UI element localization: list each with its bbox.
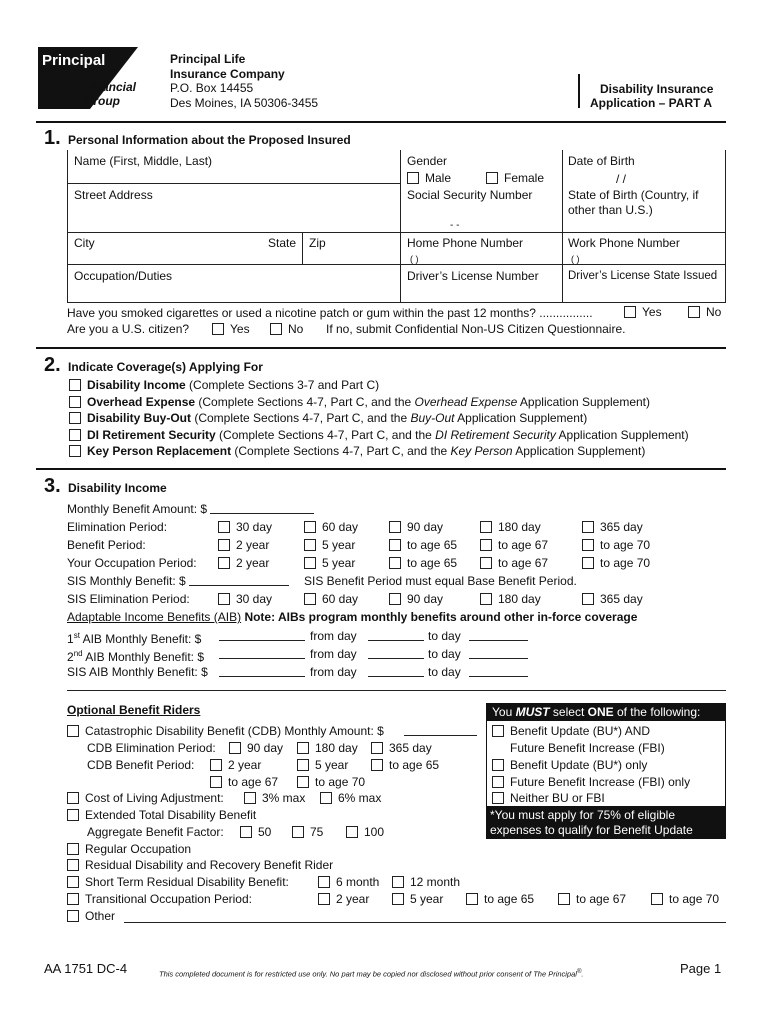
female-checkbox[interactable]	[486, 172, 498, 184]
aib-2-row: 2nd AIB Monthly Benefit: $	[67, 649, 204, 664]
transitional-67[interactable]: to age 67	[558, 892, 626, 906]
elimination-period-label: Elimination Period:	[67, 520, 168, 534]
coverage-retirement-security[interactable]: DI Retirement Security (Complete Sections 4-7, Part C, and the DI Retirement Security Application Supplement)	[69, 428, 689, 442]
benefit-70[interactable]: to age 70	[582, 538, 650, 552]
elim-30-checkbox[interactable]	[218, 521, 230, 533]
citizen-note: If no, submit Confidential Non-US Citizen Questionnaire.	[326, 322, 626, 336]
cdb-benefit-5yr[interactable]: 5 year	[297, 758, 348, 772]
transitional-70[interactable]: to age 70	[651, 892, 719, 906]
cdb-benefit-70-checkbox[interactable]	[297, 776, 309, 788]
section-3-number: 3.	[44, 475, 61, 497]
city-label: City	[74, 236, 95, 250]
short-term-checkbox[interactable]	[67, 876, 79, 888]
sis-elim-60-checkbox[interactable]	[304, 593, 316, 605]
divider	[67, 690, 726, 691]
benefit-65-checkbox[interactable]	[389, 539, 401, 551]
cola-6-checkbox[interactable]	[320, 792, 332, 804]
rider-cola[interactable]: Cost of Living Adjustment:	[67, 791, 224, 805]
rider-other[interactable]: Other	[67, 909, 115, 923]
sis-elim-90[interactable]: 90 day	[389, 592, 443, 606]
occ-2yr[interactable]: 2 year	[218, 556, 269, 570]
must-note-2: expenses to qualify for Benefit Update	[490, 823, 693, 837]
street-label: Street Address	[74, 188, 153, 202]
grid-line	[562, 150, 563, 303]
elim-365-checkbox[interactable]	[582, 521, 594, 533]
transitional-2yr[interactable]: 2 year	[318, 892, 369, 906]
sis-aib-row: SIS AIB Monthly Benefit: $	[67, 665, 208, 679]
state-label: State	[268, 236, 297, 250]
name-label: Name (First, Middle, Last)	[74, 154, 213, 168]
cdb-elim-365[interactable]: 365 day	[371, 741, 432, 755]
cdb-elim-180-checkbox[interactable]	[297, 742, 309, 754]
benefit-2yr[interactable]: 2 year	[218, 538, 269, 552]
occ-65[interactable]: to age 65	[389, 556, 457, 570]
state-of-birth-label: State of Birth (Country, if	[568, 188, 699, 202]
must-bu-and-fbi[interactable]: Benefit Update (BU*) AND	[492, 724, 650, 738]
company-name: Principal Life	[170, 52, 246, 66]
coverage-checkbox[interactable]	[69, 396, 81, 408]
cola-checkbox[interactable]	[67, 792, 79, 804]
short-term-12[interactable]: 12 month	[392, 875, 460, 889]
transitional-checkbox[interactable]	[67, 893, 79, 905]
sis-monthly-label: SIS Monthly Benefit: $	[67, 574, 289, 588]
cdb-amount-field[interactable]	[404, 724, 477, 736]
residual-checkbox[interactable]	[67, 859, 79, 871]
sis-elim-180-checkbox[interactable]	[480, 593, 492, 605]
aib-1-from-field[interactable]	[368, 629, 424, 641]
title-divider	[578, 74, 580, 108]
logo-tagline-1: Financial	[84, 80, 137, 94]
elim-90-checkbox[interactable]	[389, 521, 401, 533]
occupation-label: Occupation/Duties	[74, 269, 173, 283]
short-term-6[interactable]: 6 month	[318, 875, 379, 889]
monthly-benefit-field[interactable]	[210, 502, 314, 514]
cdb-checkbox[interactable]	[67, 725, 79, 737]
footer-disclaimer: This completed document is for restricted use only. No part may be copied nor disclosed without prior consent of The Principal®.	[159, 969, 584, 979]
aib-2-amount-field[interactable]	[219, 647, 305, 659]
occ-65-checkbox[interactable]	[389, 557, 401, 569]
cdb-elim-90[interactable]: 90 day	[229, 741, 283, 755]
citizen-yes-checkbox[interactable]	[212, 323, 224, 335]
must-select-heading: You MUST select ONE of the following:	[492, 705, 701, 719]
coverage-checkbox[interactable]	[69, 429, 81, 441]
cdb-benefit-label: CDB Benefit Period:	[87, 758, 195, 772]
cdb-elim-365-checkbox[interactable]	[371, 742, 383, 754]
address-line-1: P.O. Box 14455	[170, 81, 254, 95]
cdb-benefit-2yr[interactable]: 2 year	[210, 758, 261, 772]
drivers-license-state-label: Driver’s License State Issued	[568, 270, 718, 282]
section-1-title: Personal Information about the Proposed Insured	[68, 133, 351, 147]
aib-1-to-label: to day	[428, 629, 461, 643]
sis-elimination-label: SIS Elimination Period:	[67, 592, 190, 606]
must-bu-and-fbi-2: Future Benefit Increase (FBI)	[510, 741, 665, 755]
short-term-6-checkbox[interactable]	[318, 876, 330, 888]
sis-elim-180[interactable]: 180 day	[480, 592, 541, 606]
benefit-2yr-checkbox[interactable]	[218, 539, 230, 551]
coverage-checkbox[interactable]	[69, 412, 81, 424]
divider	[36, 468, 726, 470]
grid-line	[67, 183, 401, 184]
aib-2-to-field[interactable]	[469, 647, 528, 659]
transitional-2yr-checkbox[interactable]	[318, 893, 330, 905]
divider	[36, 121, 726, 123]
cola-3-checkbox[interactable]	[244, 792, 256, 804]
cdb-benefit-70[interactable]: to age 70	[297, 775, 365, 789]
grid-line	[302, 232, 303, 264]
work-phone-label: Work Phone Number	[568, 236, 680, 250]
gender-label: Gender	[407, 154, 448, 168]
cdb-benefit-67[interactable]: to age 67	[210, 775, 278, 789]
sis-aib-amount-field[interactable]	[219, 665, 305, 677]
occ-2yr-checkbox[interactable]	[218, 557, 230, 569]
elim-60-checkbox[interactable]	[304, 521, 316, 533]
citizen-yes[interactable]: Yes	[212, 322, 250, 336]
sis-aib-to-field[interactable]	[469, 665, 528, 677]
transitional-65[interactable]: to age 65	[466, 892, 534, 906]
elim-60[interactable]: 60 day	[304, 520, 358, 534]
benefit-period-label: Benefit Period:	[67, 538, 146, 552]
elim-180[interactable]: 180 day	[480, 520, 541, 534]
smoking-question: Have you smoked cigarettes or used a nicotine patch or gum within the past 12 months? ................	[67, 306, 593, 320]
grid-line	[400, 150, 401, 303]
cola-6[interactable]: 6% max	[320, 791, 381, 805]
must-fbi-only[interactable]: Future Benefit Increase (FBI) only	[492, 775, 690, 789]
cdb-elim-180[interactable]: 180 day	[297, 741, 358, 755]
agg-50[interactable]: 50	[240, 825, 271, 839]
elim-30[interactable]: 30 day	[218, 520, 272, 534]
sis-aib-from-field[interactable]	[368, 665, 424, 677]
aib-1-row: 1st AIB Monthly Benefit: $	[67, 631, 202, 646]
cdb-benefit-65[interactable]: to age 65	[371, 758, 439, 772]
section-1-number: 1.	[44, 127, 61, 149]
fbi-only-checkbox[interactable]	[492, 776, 504, 788]
coverage-checkbox[interactable]	[69, 445, 81, 457]
neither-checkbox[interactable]	[492, 792, 504, 804]
smoking-no[interactable]: No	[688, 305, 721, 319]
logo-tagline-2: Group	[84, 94, 120, 108]
sis-aib-to-label: to day	[428, 665, 461, 679]
cdb-benefit-5yr-checkbox[interactable]	[297, 759, 309, 771]
transitional-67-checkbox[interactable]	[558, 893, 570, 905]
smoking-no-checkbox[interactable]	[688, 306, 700, 318]
cdb-benefit-67-checkbox[interactable]	[210, 776, 222, 788]
other-field[interactable]	[124, 922, 726, 923]
regular-occupation-checkbox[interactable]	[67, 843, 79, 855]
coverage-buy-out[interactable]: Disability Buy-Out (Complete Sections 4-7, Part C, and the Buy-Out Application Supplement)	[69, 411, 587, 425]
aib-1-from-label: from day	[310, 629, 357, 643]
sis-elim-90-checkbox[interactable]	[389, 593, 401, 605]
dob-separators: / /	[616, 172, 627, 186]
benefit-5yr[interactable]: 5 year	[304, 538, 355, 552]
section-2-number: 2.	[44, 354, 61, 376]
gender-male[interactable]: Male	[407, 171, 451, 185]
smoking-yes-checkbox[interactable]	[624, 306, 636, 318]
rider-residual[interactable]: Residual Disability and Recovery Benefit Rider	[67, 858, 333, 872]
sis-elim-365-checkbox[interactable]	[582, 593, 594, 605]
elim-90[interactable]: 90 day	[389, 520, 443, 534]
coverage-checkbox[interactable]	[69, 379, 81, 391]
address-line-2: Des Moines, IA 50306-3455	[170, 96, 319, 110]
transitional-70-checkbox[interactable]	[651, 893, 663, 905]
other-checkbox[interactable]	[67, 910, 79, 922]
coverage-key-person[interactable]: Key Person Replacement (Complete Sections 4-7, Part C, and the Key Person Application Supplement)	[69, 444, 645, 458]
sis-elim-30[interactable]: 30 day	[218, 592, 272, 606]
gender-female[interactable]: Female	[486, 171, 544, 185]
benefit-67[interactable]: to age 67	[480, 538, 548, 552]
rider-transitional[interactable]: Transitional Occupation Period:	[67, 892, 252, 906]
cdb-benefit-2yr-checkbox[interactable]	[210, 759, 222, 771]
short-term-12-checkbox[interactable]	[392, 876, 404, 888]
aib-2-from-label: from day	[310, 647, 357, 661]
aib-2-to-label: to day	[428, 647, 461, 661]
home-phone-paren: ( )	[410, 254, 419, 264]
ssn-separators: - -	[450, 220, 460, 231]
citizen-no[interactable]: No	[270, 322, 303, 336]
monthly-benefit-label: Monthly Benefit Amount: $	[67, 502, 314, 516]
rider-cdb[interactable]: Catastrophic Disability Benefit (CDB) Monthly Amount: $	[67, 724, 384, 738]
aib-2-from-field[interactable]	[368, 647, 424, 659]
male-checkbox[interactable]	[407, 172, 419, 184]
agg-label: Aggregate Benefit Factor:	[87, 825, 224, 839]
must-neither[interactable]: Neither BU or FBI	[492, 791, 605, 805]
grid-line	[67, 264, 726, 265]
section-2-title: Indicate Coverage(s) Applying For	[68, 360, 263, 374]
agg-75-checkbox[interactable]	[292, 826, 304, 838]
cdb-elim-label: CDB Elimination Period:	[87, 741, 216, 755]
citizen-no-checkbox[interactable]	[270, 323, 282, 335]
rider-etdb[interactable]: Extended Total Disability Benefit	[67, 808, 256, 822]
occ-5yr[interactable]: 5 year	[304, 556, 355, 570]
transitional-65-checkbox[interactable]	[466, 893, 478, 905]
benefit-67-checkbox[interactable]	[480, 539, 492, 551]
benefit-65[interactable]: to age 65	[389, 538, 457, 552]
elim-180-checkbox[interactable]	[480, 521, 492, 533]
company-name-2: Insurance Company	[170, 67, 285, 81]
cdb-benefit-65-checkbox[interactable]	[371, 759, 383, 771]
state-of-birth-label-2: other than U.S.)	[568, 203, 653, 217]
cdb-elim-90-checkbox[interactable]	[229, 742, 241, 754]
benefit-70-checkbox[interactable]	[582, 539, 594, 551]
must-note-1: *You must apply for 75% of eligible	[490, 808, 676, 822]
principal-logo	[38, 47, 138, 109]
divider	[36, 347, 726, 349]
rider-regular-occupation[interactable]: Regular Occupation	[67, 842, 191, 856]
agg-75[interactable]: 75	[292, 825, 323, 839]
aib-heading: Adaptable Income Benefits (AIB) Note: AIBs program monthly benefits around other in-force coverage	[67, 610, 638, 624]
benefit-5yr-checkbox[interactable]	[304, 539, 316, 551]
doc-subtitle: Application – PART A	[590, 96, 713, 110]
occ-70[interactable]: to age 70	[582, 556, 650, 570]
occupation-period-label: Your Occupation Period:	[67, 556, 197, 570]
elim-365[interactable]: 365 day	[582, 520, 643, 534]
sis-aib-from-label: from day	[310, 665, 357, 679]
etdb-checkbox[interactable]	[67, 809, 79, 821]
page-number: Page 1	[680, 961, 722, 976]
work-phone-paren: ( )	[571, 254, 580, 264]
occ-67-checkbox[interactable]	[480, 557, 492, 569]
agg-100[interactable]: 100	[346, 825, 384, 839]
aib-link[interactable]: Adaptable Income Benefits (AIB)	[67, 610, 242, 624]
sis-note: SIS Benefit Period must equal Base Benefit Period.	[304, 574, 577, 588]
cola-3[interactable]: 3% max	[244, 791, 305, 805]
drivers-license-label: Driver’s License Number	[407, 269, 539, 283]
smoking-yes[interactable]: Yes	[624, 305, 662, 319]
aib-1-amount-field[interactable]	[219, 629, 305, 641]
aib-1-to-field[interactable]	[469, 629, 528, 641]
riders-title: Optional Benefit Riders	[67, 703, 201, 717]
occ-67[interactable]: to age 67	[480, 556, 548, 570]
sis-monthly-field[interactable]	[189, 574, 289, 586]
bu-only-checkbox[interactable]	[492, 759, 504, 771]
coverage-disability-income[interactable]: Disability Income (Complete Sections 3-7 and Part C)	[69, 378, 379, 392]
form-number: AA 1751 DC-4	[44, 961, 128, 976]
grid-line	[67, 232, 726, 233]
transitional-5yr[interactable]: 5 year	[392, 892, 443, 906]
coverage-overhead-expense[interactable]: Overhead Expense (Complete Sections 4-7, Part C, and the Overhead Expense Application Supplement)	[69, 395, 650, 409]
agg-50-checkbox[interactable]	[240, 826, 252, 838]
home-phone-label: Home Phone Number	[407, 236, 524, 250]
doc-title: Disability Insurance	[600, 82, 714, 96]
must-bu-only[interactable]: Benefit Update (BU*) only	[492, 758, 647, 772]
sis-elim-365[interactable]: 365 day	[582, 592, 643, 606]
rider-short-term[interactable]: Short Term Residual Disability Benefit:	[67, 875, 289, 889]
ssn-label: Social Security Number	[407, 188, 533, 202]
section-3-title: Disability Income	[68, 481, 167, 495]
occ-70-checkbox[interactable]	[582, 557, 594, 569]
bu-and-fbi-checkbox[interactable]	[492, 725, 504, 737]
dob-label: Date of Birth	[568, 154, 635, 168]
sis-elim-60[interactable]: 60 day	[304, 592, 358, 606]
sis-elim-30-checkbox[interactable]	[218, 593, 230, 605]
citizen-question: Are you a U.S. citizen?	[67, 322, 190, 336]
transitional-5yr-checkbox[interactable]	[392, 893, 404, 905]
logo-brand: Principal	[42, 52, 106, 69]
zip-label: Zip	[309, 236, 326, 250]
occ-5yr-checkbox[interactable]	[304, 557, 316, 569]
agg-100-checkbox[interactable]	[346, 826, 358, 838]
